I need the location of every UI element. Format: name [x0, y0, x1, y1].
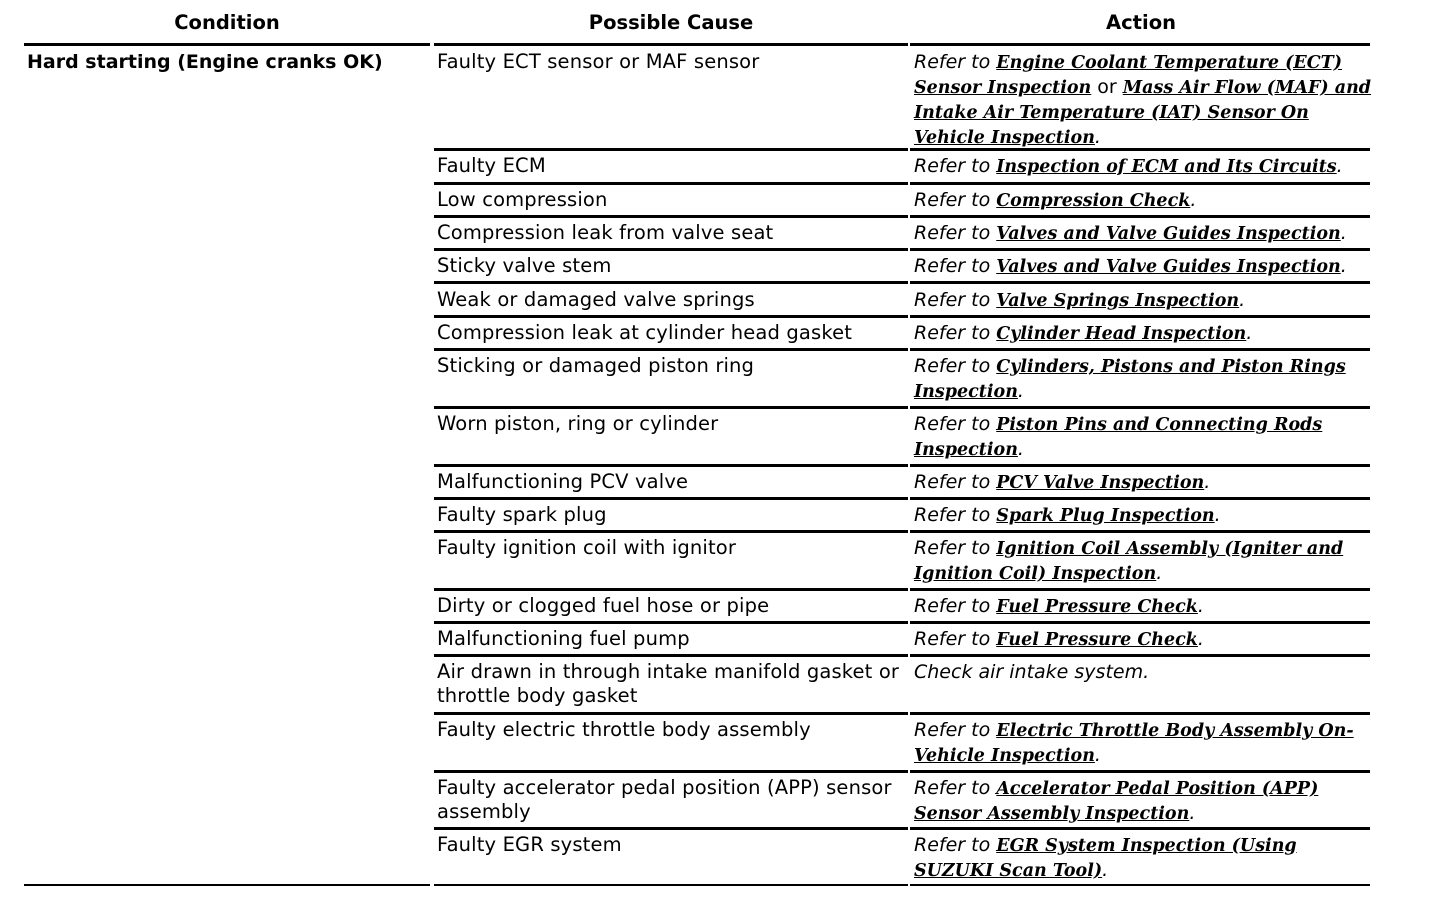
action-text: Refer to [914, 777, 997, 799]
row-divider [434, 182, 908, 185]
row-divider [910, 654, 1370, 657]
row-divider [434, 884, 908, 886]
procedure-link[interactable]: EGR System Inspection (Using SUZUKI Scan Tool) [914, 836, 1297, 881]
procedure-link[interactable]: Cylinders, Pistons and Piston Rings Inspection [914, 357, 1346, 402]
condition-cell: Hard starting (Engine cranks OK) [27, 51, 383, 73]
action-cell [914, 627, 1372, 652]
row-divider [910, 530, 1370, 533]
action-cell [914, 221, 1372, 246]
action-cell [914, 776, 1372, 826]
header-action: Action [1106, 11, 1176, 34]
procedure-link[interactable]: Spark Plug Inspection [996, 506, 1215, 526]
action-suffix: . [1340, 222, 1347, 244]
procedure-link[interactable]: Accelerator Pedal Position (APP) Sensor Assembly Inspection [914, 779, 1319, 824]
row-divider [434, 530, 908, 533]
row-divider [434, 248, 908, 251]
row-divider [434, 281, 908, 284]
possible-cause-cell: Faulty ECT sensor or MAF sensor [437, 50, 760, 73]
action-cell [914, 188, 1372, 213]
action-cell [914, 718, 1372, 768]
possible-cause-cell: Faulty EGR system [437, 833, 622, 856]
possible-cause-cell: Dirty or clogged fuel hose or pipe [437, 594, 770, 617]
possible-cause-cell: Compression leak from valve seat [437, 221, 774, 244]
possible-cause-cell: Worn piston, ring or cylinder [437, 412, 719, 435]
action-text-or: or [1091, 76, 1123, 98]
action-text: Refer to [914, 595, 997, 617]
row-divider [910, 621, 1370, 624]
header-condition: Condition [174, 11, 280, 34]
action-suffix: . [1214, 504, 1221, 526]
action-text: Refer to [914, 322, 997, 344]
procedure-link[interactable]: Inspection of ECM and Its Circuits [996, 157, 1337, 177]
procedure-link[interactable]: Electric Throttle Body Assembly On-Vehicle Inspection [914, 721, 1354, 766]
row-divider [434, 588, 908, 591]
action-suffix: . [1102, 859, 1109, 881]
action-text: Refer to [914, 504, 997, 526]
possible-cause-cell: Malfunctioning PCV valve [437, 470, 689, 493]
row-divider [910, 406, 1370, 409]
procedure-link[interactable]: Engine Coolant Temperature (ECT) Sensor Inspection [914, 53, 1342, 98]
action-cell [914, 288, 1372, 313]
action-cell [914, 594, 1372, 619]
possible-cause-cell: Sticky valve stem [437, 254, 612, 277]
possible-cause-cell: Malfunctioning fuel pump [437, 627, 690, 650]
action-text: Refer to [914, 289, 997, 311]
possible-cause-cell: Faulty spark plug [437, 503, 607, 526]
action-cell [914, 470, 1372, 495]
action-suffix: . [1197, 595, 1204, 617]
possible-cause-cell: Air drawn in through intake manifold gasket or throttle body gasket [437, 660, 900, 707]
action-suffix: . [1197, 628, 1204, 650]
row-divider [434, 712, 908, 715]
row-divider [434, 621, 908, 624]
action-cell [914, 321, 1372, 346]
procedure-link[interactable]: Valves and Valve Guides Inspection [996, 257, 1341, 277]
action-cell [914, 503, 1372, 528]
row-divider [910, 770, 1370, 773]
procedure-link[interactable]: PCV Valve Inspection [996, 473, 1205, 493]
row-divider [434, 406, 908, 409]
action-text: Check air intake system. [914, 661, 1150, 683]
action-suffix: . [1189, 802, 1196, 824]
row-divider [434, 770, 908, 773]
action-cell [914, 254, 1372, 279]
action-cell [914, 536, 1372, 586]
action-suffix: . [1246, 322, 1253, 344]
possible-cause-cell: Low compression [437, 188, 608, 211]
header-possible-cause: Possible Cause [588, 11, 754, 34]
procedure-link[interactable]: Fuel Pressure Check [996, 597, 1198, 617]
action-cell [914, 354, 1372, 404]
action-suffix: . [1336, 155, 1343, 177]
action-text: Refer to [914, 355, 997, 377]
row-divider [24, 884, 430, 886]
row-divider [434, 497, 908, 500]
row-divider [910, 464, 1370, 467]
row-divider [434, 43, 908, 46]
row-divider [434, 464, 908, 467]
possible-cause-cell: Faulty electric throttle body assembly [437, 718, 811, 741]
row-divider [434, 315, 908, 318]
action-suffix: . [1017, 438, 1024, 460]
row-divider [910, 43, 1370, 46]
action-cell [914, 412, 1372, 462]
row-divider [910, 248, 1370, 251]
procedure-link[interactable]: Piston Pins and Connecting Rods Inspection [914, 415, 1323, 460]
row-divider [910, 588, 1370, 591]
row-divider [910, 182, 1370, 185]
procedure-link[interactable]: Fuel Pressure Check [996, 630, 1198, 650]
row-divider [24, 43, 430, 46]
procedure-link[interactable]: Ignition Coil Assembly (Igniter and Ignition Coil) Inspection [914, 539, 1344, 584]
procedure-link[interactable]: Valve Springs Inspection [996, 291, 1240, 311]
procedure-link[interactable]: Cylinder Head Inspection [996, 324, 1247, 344]
action-suffix: . [1156, 562, 1163, 584]
row-divider [434, 348, 908, 351]
action-text: Refer to [914, 413, 997, 435]
row-divider [910, 348, 1370, 351]
action-cell [914, 660, 1372, 684]
action-text: Refer to [914, 155, 997, 177]
row-divider [434, 148, 908, 151]
action-text: Refer to [914, 719, 997, 741]
action-suffix: . [1190, 189, 1197, 211]
row-divider [910, 497, 1370, 500]
possible-cause-cell: Faulty accelerator pedal position (APP) sensor assembly [437, 776, 892, 823]
action-suffix: . [1094, 744, 1101, 766]
action-suffix: . [1239, 289, 1246, 311]
action-text: Refer to [914, 834, 997, 856]
row-divider [910, 712, 1370, 715]
action-text: Refer to [914, 255, 997, 277]
action-cell [914, 154, 1372, 179]
row-divider [910, 215, 1370, 218]
action-text: Refer to [914, 628, 997, 650]
action-cell [914, 50, 1372, 150]
possible-cause-cell: Weak or damaged valve springs [437, 288, 755, 311]
action-suffix: . [1204, 471, 1211, 493]
row-divider [434, 215, 908, 218]
possible-cause-cell: Faulty ignition coil with ignitor [437, 536, 737, 559]
action-cell [914, 833, 1372, 883]
possible-cause-cell: Compression leak at cylinder head gasket [437, 321, 853, 344]
row-divider [910, 827, 1370, 830]
possible-cause-cell: Sticking or damaged piston ring [437, 354, 755, 377]
row-divider [434, 654, 908, 657]
row-divider [910, 884, 1370, 886]
action-suffix: . [1094, 126, 1101, 148]
action-text: Refer to [914, 537, 997, 559]
action-suffix: . [1340, 255, 1347, 277]
row-divider [910, 281, 1370, 284]
procedure-link[interactable]: Mass Air Flow (MAF) and Intake Air Temperature (IAT) Sensor On Vehicle Inspection [914, 78, 1372, 148]
row-divider [434, 827, 908, 830]
action-text: Refer to [914, 471, 997, 493]
action-text: Refer to [914, 51, 997, 73]
action-text: Refer to [914, 222, 997, 244]
procedure-link[interactable]: Valves and Valve Guides Inspection [996, 224, 1341, 244]
action-text: Refer to [914, 189, 997, 211]
row-divider [910, 315, 1370, 318]
procedure-link[interactable]: Compression Check [996, 191, 1191, 211]
possible-cause-cell: Faulty ECM [437, 154, 546, 177]
action-suffix: . [1017, 380, 1024, 402]
